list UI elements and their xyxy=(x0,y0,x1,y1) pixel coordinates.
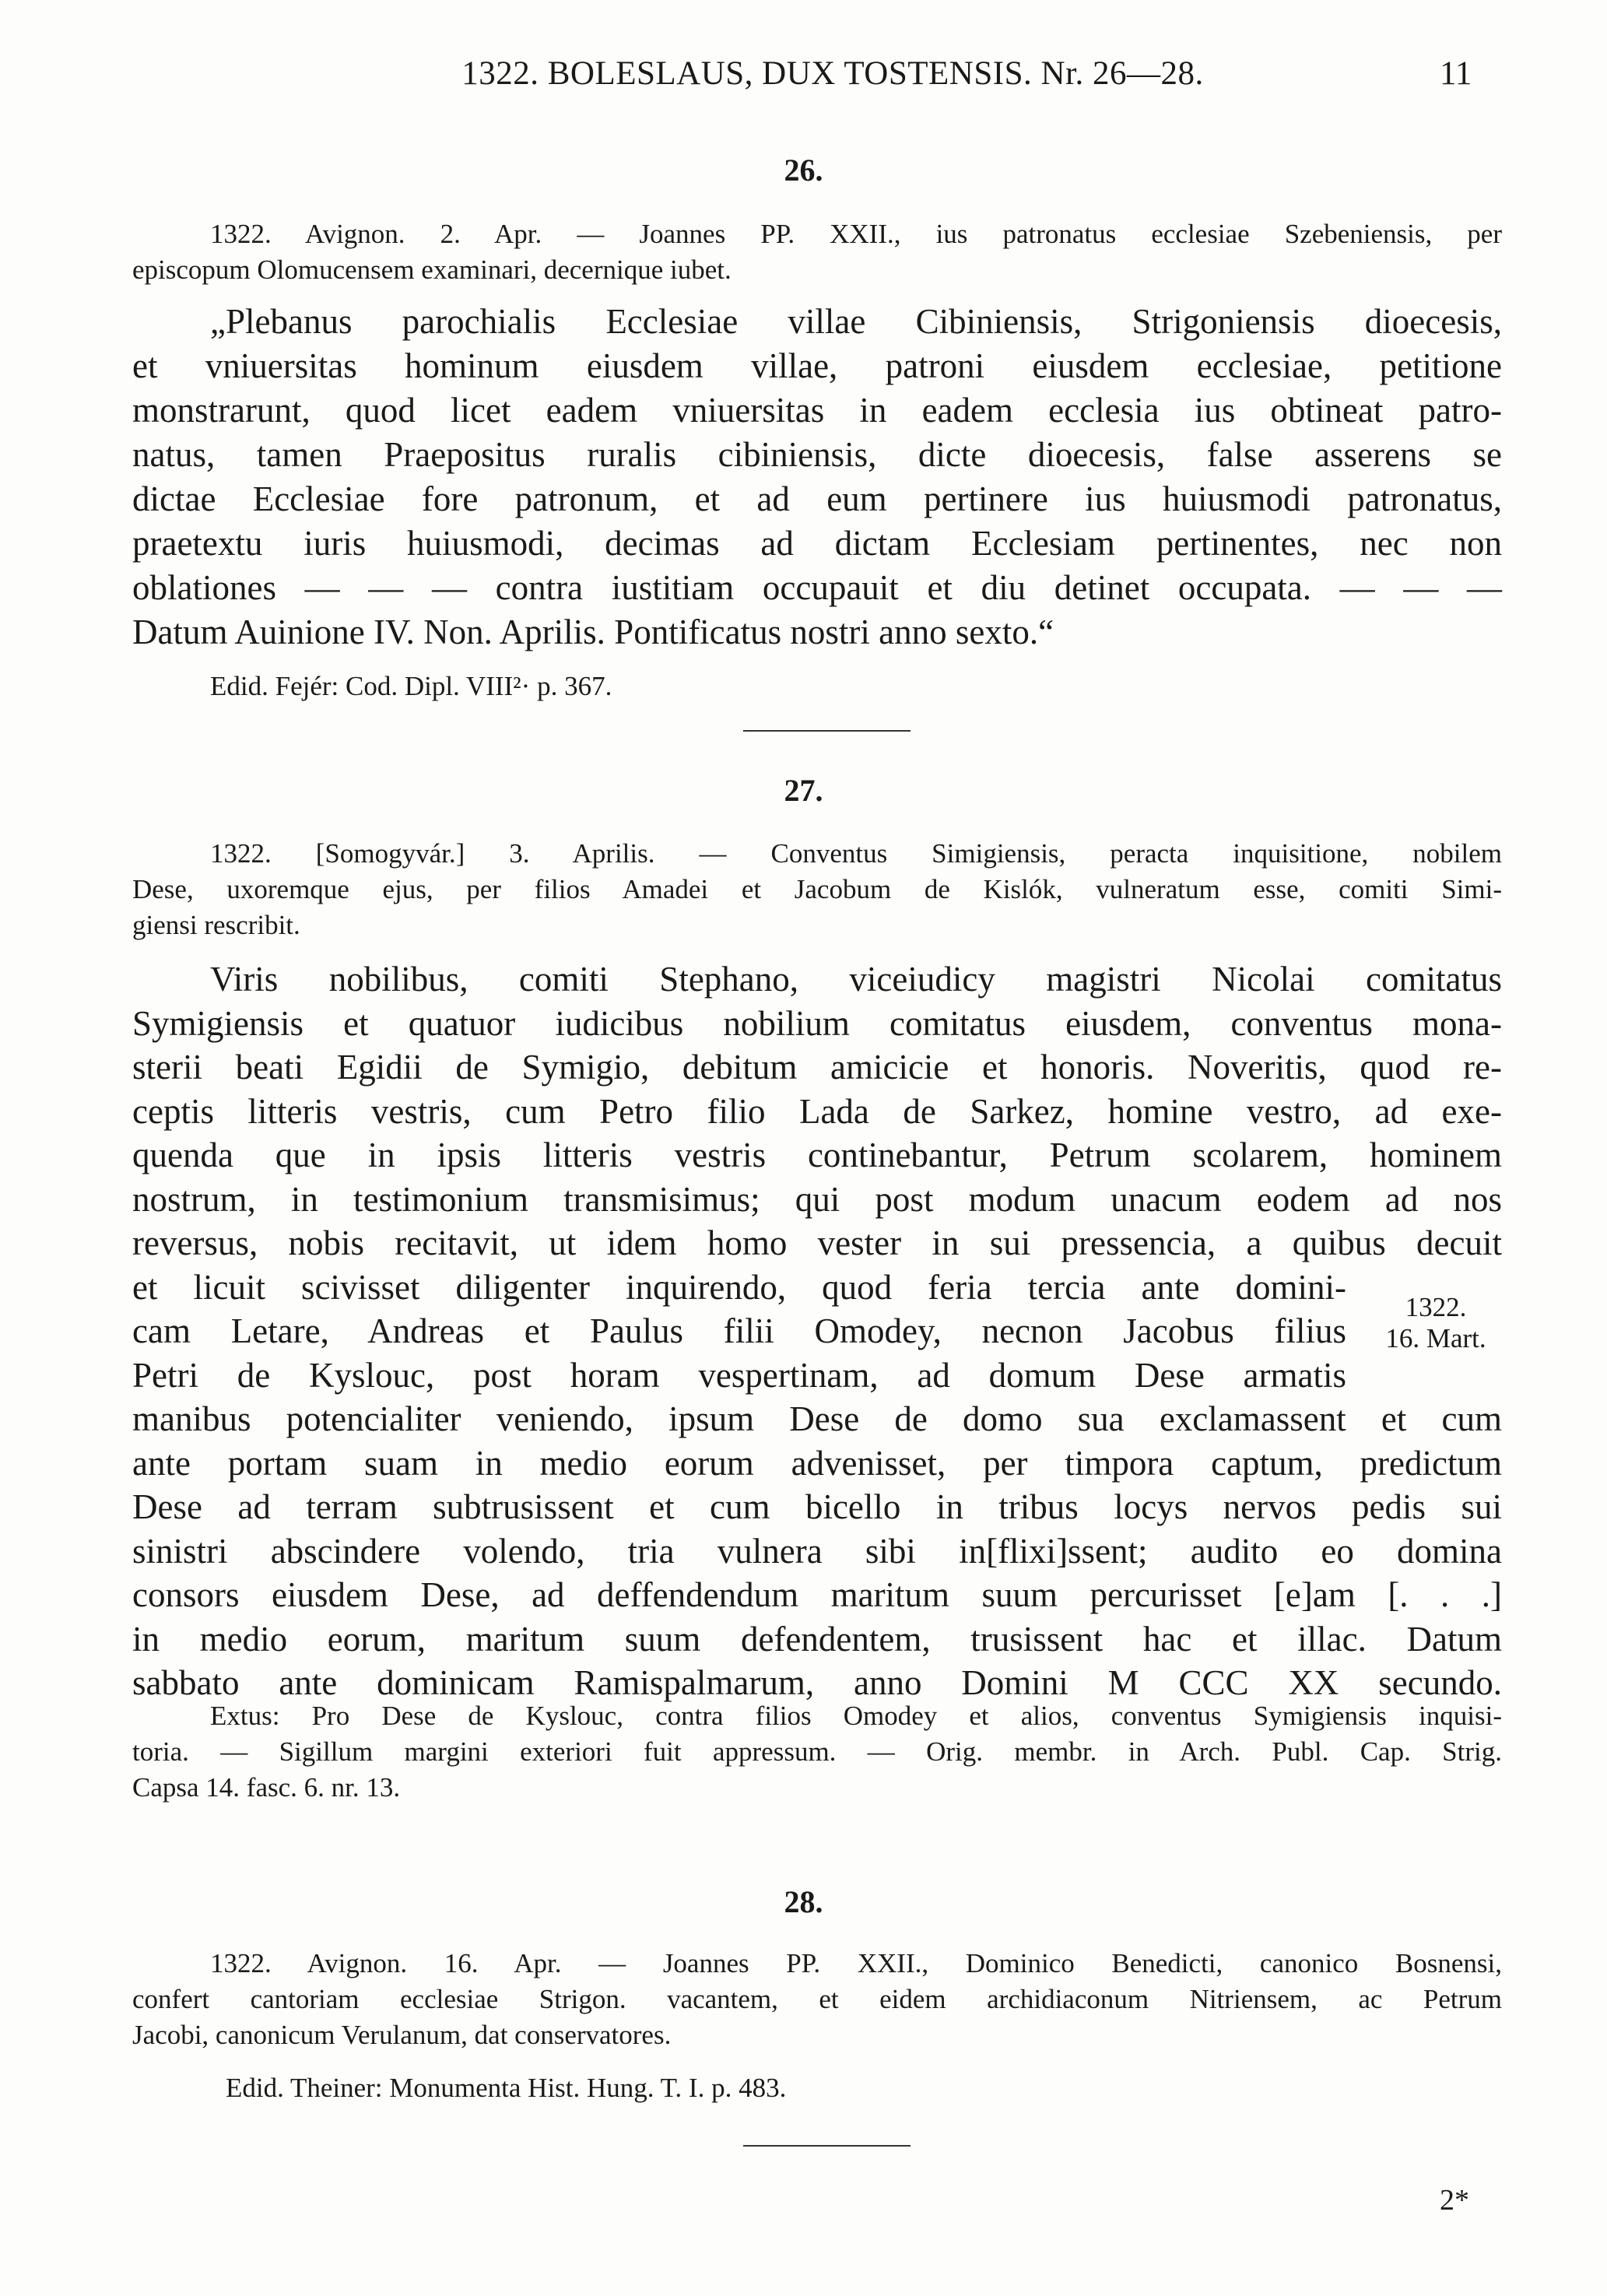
doc26-edition: Edid. Fejér: Cod. Dipl. VIII²· p. 367. xyxy=(210,671,612,701)
text-line: Dese ad terram subtrusissent et cum bicello in tribus locys nervos pedis sui xyxy=(132,1487,1502,1526)
text-line: Datum Auinione IV. Non. Aprilis. Pontificatus nostri anno sexto.“ xyxy=(132,613,1054,651)
doc27-notes xyxy=(132,1698,1502,1806)
text-line: sabbato ante dominicam Ramispalmarum, anno Domini M CCC XX secundo. xyxy=(132,1663,1502,1702)
page-number: 11 xyxy=(1440,55,1472,92)
note-line: Capsa 14. fasc. 6. nr. 13. xyxy=(132,1772,401,1803)
margin-date-note xyxy=(1370,1292,1502,1354)
text-line: consors eiusdem Dese, ad deffendendum maritum suum percurisset [e]am [. . .] xyxy=(132,1575,1502,1614)
note-line: toria. — Sigillum margini exteriori fuit appressum. — Orig. membr. in Arch. Publ. Cap. Strig. xyxy=(132,1736,1502,1767)
text-line: oblationes — — — contra iustitiam occupauit et diu detinet occupata. — — — xyxy=(132,568,1502,607)
regest-line: Dese, uxoremque ejus, per filios Amadei et Jacobum de Kislók, vulneratum esse, comiti Simi- xyxy=(132,874,1502,904)
text-line: natus, tamen Praepositus ruralis cibiniensis, dicte dioecesis, false asserens se xyxy=(132,435,1502,474)
text-line: „Plebanus parochialis Ecclesiae villae Cibiniensis, Strigoniensis dioecesis, xyxy=(210,302,1502,341)
regest-line: 1322. Avignon. 2. Apr. — Joannes PP. XXII., ius patronatus ecclesiae Szebeniensis, per xyxy=(210,219,1502,249)
doc26-text xyxy=(132,300,1502,655)
margin-day: 16. Mart. xyxy=(1385,1323,1486,1353)
signature-mark: 2* xyxy=(1440,2184,1469,2217)
text-line: et licuit scivisset diligenter inquirendo, quod feria tercia ante domini- xyxy=(132,1267,1346,1307)
doc28-regest xyxy=(132,1946,1502,2053)
text-line: sterii beati Egidii de Symigio, debitum amicicie et honoris. Noveritis, quod re- xyxy=(132,1048,1502,1087)
text-line: nostrum, in testimonium transmisimus; qui post modum unacum eodem ad nos xyxy=(132,1179,1502,1219)
doc27-text xyxy=(132,957,1502,1705)
note-line: Extus: Pro Dese de Kyslouc, contra filios Omodey et alios, conventus Symigiensis inquisi- xyxy=(210,1701,1502,1731)
text-line: sinistri abscindere volendo, tria vulnera sibi in[flixi]ssent; audito eo domina xyxy=(132,1531,1502,1571)
text-line: monstrarunt, quod licet eadem vniuersitas in eadem ecclesia ius obtineat patro- xyxy=(132,391,1502,430)
doc28-edition: Edid. Theiner: Monumenta Hist. Hung. T. I. p. 483. xyxy=(226,2073,787,2103)
running-title: 1322. BOLESLAUS, DUX TOSTENSIS. Nr. 26—28. xyxy=(461,55,1204,92)
doc26-regest xyxy=(132,216,1502,288)
text-line: quenda que in ipsis litteris vestris continebantur, Petrum scolarem, hominem xyxy=(132,1136,1502,1174)
margin-year: 1322. xyxy=(1405,1292,1467,1322)
text-line: et vniuersitas hominum eiusdem villae, patroni eiusdem ecclesiae, petitione xyxy=(132,346,1502,385)
regest-line: 1322. [Somogyvár.] 3. Aprilis. — Conventus Simigiensis, peracta inquisitione, nobilem xyxy=(210,838,1502,869)
text-line: ceptis litteris vestris, cum Petro filio Lada de Sarkez, homine vestro, ad exe- xyxy=(132,1091,1502,1131)
text-line: ante portam suam in medio eorum advenisset, per timpora captum, predictum xyxy=(132,1443,1502,1483)
text-line: cam Letare, Andreas et Paulus filii Omodey, necnon Jacobus filius xyxy=(132,1311,1346,1350)
text-line: Symigiensis et quatuor iudicibus nobilium comitatus eiusdem, conventus mona- xyxy=(132,1003,1502,1043)
text-line: praetextu iuris huiusmodi, decimas ad dictam Ecclesiam pertinentes, nec non xyxy=(132,524,1502,563)
section-divider xyxy=(743,730,911,732)
regest-line: episcopum Olomucensem examinari, decernique iubet. xyxy=(132,255,732,285)
regest-line: 1322. Avignon. 16. Apr. — Joannes PP. XXII., Dominico Benedicti, canonico Bosnensi, xyxy=(210,1948,1502,1978)
regest-line: confert cantoriam ecclesiae Strigon. vacantem, et eidem archidiaconum Nitriensem, ac Petrum xyxy=(132,1984,1502,2014)
doc27-regest xyxy=(132,836,1502,943)
document-number-27: 27. xyxy=(784,773,823,808)
text-line: in medio eorum, maritum suum defendentem, trusissent hac et illac. Datum xyxy=(132,1619,1502,1659)
text-line: dictae Ecclesiae fore patronum, et ad eum pertinere ius huiusmodi patronatus, xyxy=(132,479,1502,518)
regest-line: giensi rescribit. xyxy=(132,910,300,940)
document-number-26: 26. xyxy=(784,153,823,188)
text-line: reversus, nobis recitavit, ut idem homo vester in sui pressencia, a quibus decuit xyxy=(132,1223,1502,1262)
document-number-28: 28. xyxy=(784,1884,823,1919)
text-line: manibus potencialiter veniendo, ipsum Dese de domo sua exclamassent et cum xyxy=(132,1399,1502,1438)
text-line: Petri de Kyslouc, post horam vespertinam, ad domum Dese armatis xyxy=(132,1355,1346,1395)
text-line: Viris nobilibus, comiti Stephano, viceiudicy magistri Nicolai comitatus xyxy=(210,960,1502,999)
section-divider xyxy=(743,2145,911,2147)
regest-line: Jacobi, canonicum Verulanum, dat conservatores. xyxy=(132,2020,672,2050)
